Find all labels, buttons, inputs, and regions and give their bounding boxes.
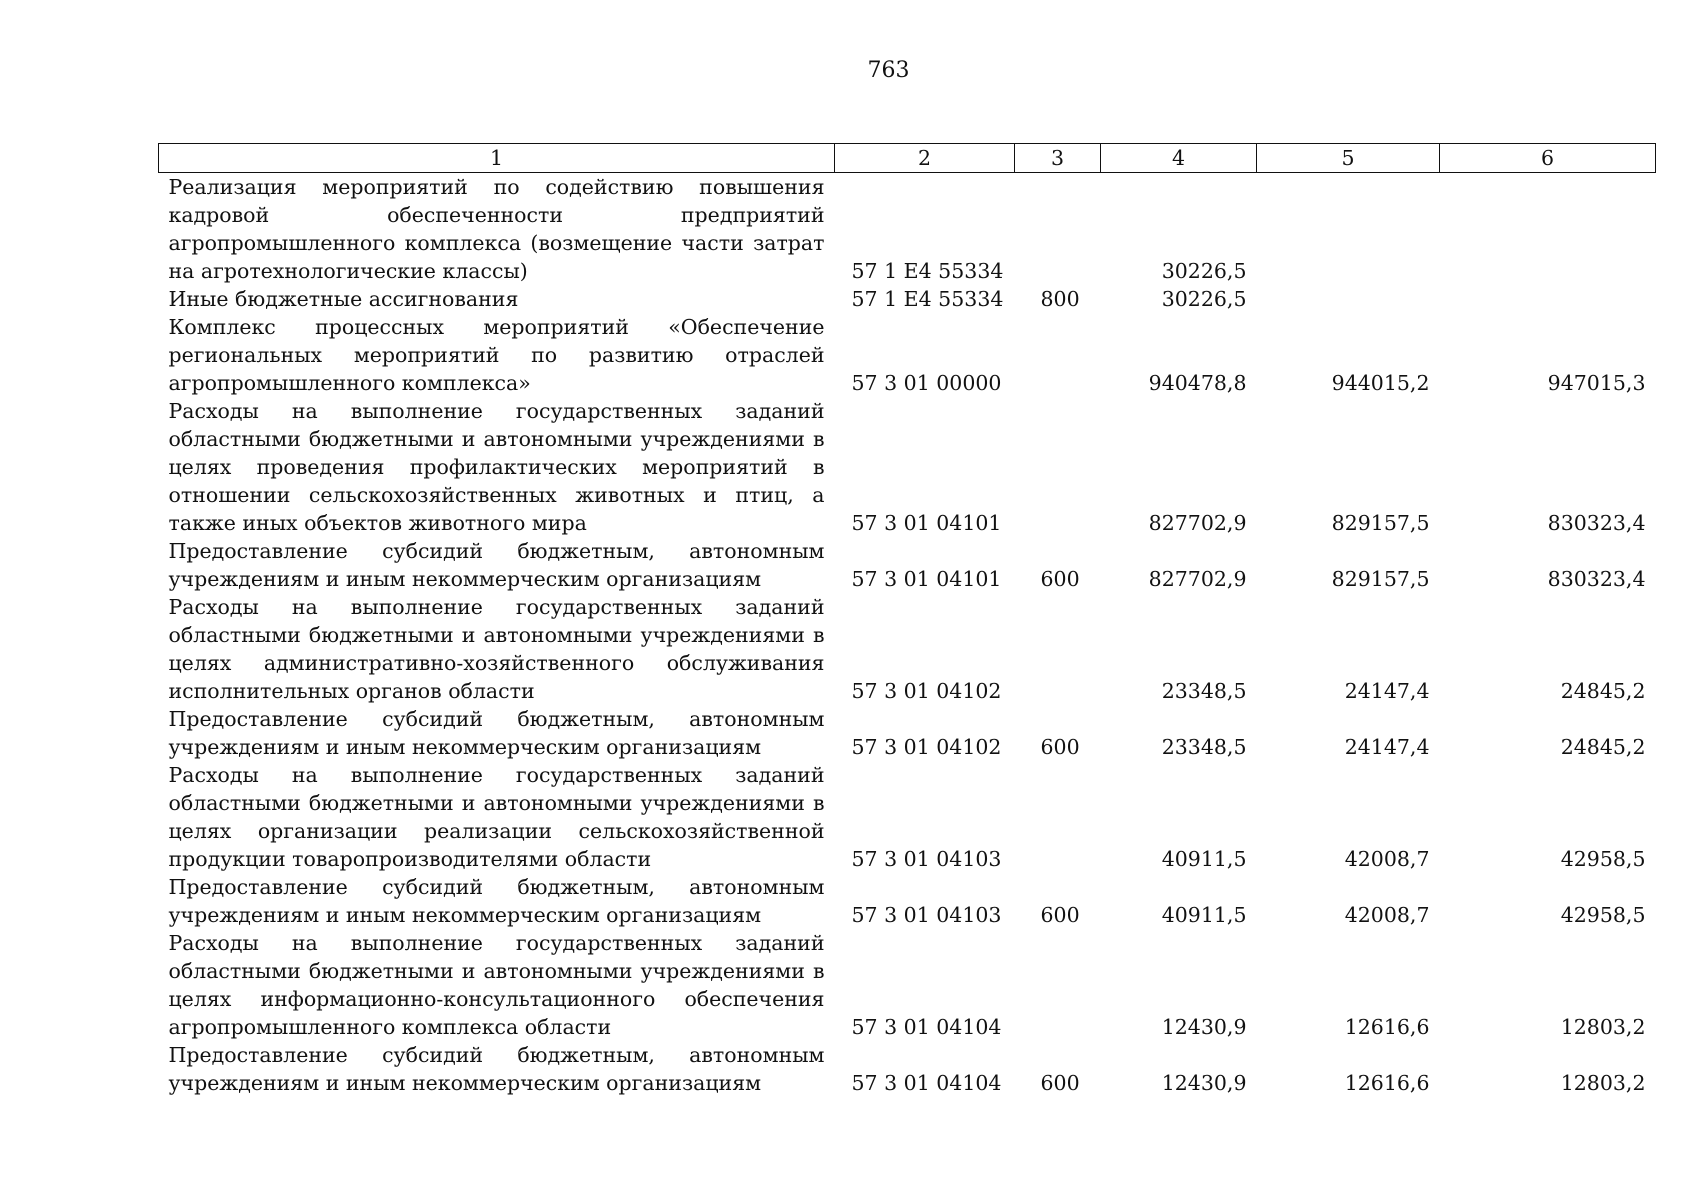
column-header-5: 5 <box>1257 144 1440 173</box>
amount-year-3: 24845,2 <box>1560 735 1646 759</box>
expense-type <box>1015 397 1101 537</box>
amount-year-1: 12430,9 <box>1161 1071 1247 1095</box>
expense-type <box>1015 313 1101 397</box>
column-header-2: 2 <box>835 144 1015 173</box>
target-code: 57 3 01 04101 <box>851 567 1002 591</box>
amount-year-1: 40911,5 <box>1161 847 1247 871</box>
item-name: Предоставление субсидий бюджетным, автономным учреждениям и иным некоммерческим организациям <box>168 875 825 927</box>
amount-year-1: 30226,5 <box>1161 287 1247 311</box>
expense-type: 600 <box>1040 1071 1080 1095</box>
table-row <box>159 1041 1656 1097</box>
table-body <box>159 173 1656 1098</box>
target-code: 57 3 01 04101 <box>851 511 1002 535</box>
amount-year-1: 23348,5 <box>1161 679 1247 703</box>
item-name: Расходы на выполнение государственных заданий областными бюджетными и автономными учреждениями в целях организации реализации сельскохозяйственной продукции товаропроизводителями области <box>168 763 825 871</box>
target-code: 57 3 01 04102 <box>851 735 1002 759</box>
target-code: 57 3 01 04103 <box>851 903 1002 927</box>
column-header-3: 3 <box>1015 144 1101 173</box>
target-code: 57 3 01 04103 <box>851 847 1002 871</box>
amount-year-2 <box>1257 173 1440 286</box>
table-header <box>159 144 1656 173</box>
table-row <box>159 761 1656 873</box>
amount-year-1: 827702,9 <box>1148 511 1247 535</box>
amount-year-2 <box>1257 285 1440 313</box>
table-row <box>159 313 1656 397</box>
column-header-6: 6 <box>1440 144 1656 173</box>
expense-type <box>1015 929 1101 1041</box>
amount-year-2: 829157,5 <box>1331 511 1430 535</box>
amount-year-1: 30226,5 <box>1161 259 1247 283</box>
item-name: Расходы на выполнение государственных заданий областными бюджетными и автономными учреждениями в целях проведения профилактических мероприятий в отношении сельскохозяйственных животных и птиц, а также иных объектов животного мира <box>168 399 825 535</box>
amount-year-1: 23348,5 <box>1161 735 1247 759</box>
item-name: Предоставление субсидий бюджетным, автономным учреждениям и иным некоммерческим организациям <box>168 1043 825 1095</box>
amount-year-3: 947015,3 <box>1547 371 1646 395</box>
header-row <box>159 144 1656 173</box>
target-code: 57 1 E4 55334 <box>851 287 1004 311</box>
amount-year-3: 830323,4 <box>1547 511 1646 535</box>
table-row <box>159 285 1656 313</box>
item-name: Комплекс процессных мероприятий «Обеспечение региональных мероприятий по развитию отраслей агропромышленного комплекса» <box>168 315 825 395</box>
amount-year-1: 940478,8 <box>1148 371 1247 395</box>
item-name: Реализация мероприятий по содействию повышения кадровой обеспеченности предприятий агропромышленного комплекса (возмещение части затрат на агротехнологические классы) <box>168 175 825 283</box>
table-row <box>159 593 1656 705</box>
expense-type: 600 <box>1040 567 1080 591</box>
expense-type: 600 <box>1040 735 1080 759</box>
table-row <box>159 173 1656 286</box>
amount-year-1: 40911,5 <box>1161 903 1247 927</box>
amount-year-1: 827702,9 <box>1148 567 1247 591</box>
column-header-1: 1 <box>159 144 835 173</box>
table-row <box>159 929 1656 1041</box>
amount-year-2: 12616,6 <box>1344 1071 1430 1095</box>
amount-year-2: 24147,4 <box>1344 735 1430 759</box>
amount-year-3 <box>1440 285 1656 313</box>
table-row <box>159 397 1656 537</box>
table-row <box>159 537 1656 593</box>
item-name: Расходы на выполнение государственных заданий областными бюджетными и автономными учреждениями в целях административно-хозяйственного обслуживания исполнительных органов области <box>168 595 825 703</box>
amount-year-3 <box>1440 173 1656 286</box>
table-row <box>159 705 1656 761</box>
target-code: 57 3 01 04104 <box>851 1015 1002 1039</box>
expense-type <box>1015 593 1101 705</box>
amount-year-2: 12616,6 <box>1344 1015 1430 1039</box>
amount-year-3: 12803,2 <box>1560 1015 1646 1039</box>
amount-year-2: 24147,4 <box>1344 679 1430 703</box>
amount-year-2: 944015,2 <box>1331 371 1430 395</box>
item-name: Предоставление субсидий бюджетным, автономным учреждениям и иным некоммерческим организациям <box>168 707 825 759</box>
target-code: 57 1 E4 55334 <box>851 259 1004 283</box>
amount-year-3: 830323,4 <box>1547 567 1646 591</box>
target-code: 57 3 01 00000 <box>851 371 1002 395</box>
page-number: 763 <box>867 58 910 83</box>
expense-type: 800 <box>1040 287 1080 311</box>
amount-year-3: 42958,5 <box>1560 847 1646 871</box>
target-code: 57 3 01 04102 <box>851 679 1002 703</box>
amount-year-3: 24845,2 <box>1560 679 1646 703</box>
amount-year-2: 42008,7 <box>1344 847 1430 871</box>
amount-year-2: 829157,5 <box>1331 567 1430 591</box>
item-name: Расходы на выполнение государственных заданий областными бюджетными и автономными учреждениями в целях информационно-консультационного обеспечения агропромышленного комплекса области <box>168 931 825 1039</box>
amount-year-2: 42008,7 <box>1344 903 1430 927</box>
target-code: 57 3 01 04104 <box>851 1071 1002 1095</box>
expense-type: 600 <box>1040 903 1080 927</box>
column-header-4: 4 <box>1101 144 1257 173</box>
amount-year-1: 12430,9 <box>1161 1015 1247 1039</box>
item-name: Иные бюджетные ассигнования <box>168 287 519 311</box>
expense-type <box>1015 761 1101 873</box>
table-row <box>159 873 1656 929</box>
amount-year-3: 42958,5 <box>1560 903 1646 927</box>
expense-type <box>1015 173 1101 286</box>
amount-year-3: 12803,2 <box>1560 1071 1646 1095</box>
budget-table <box>158 143 1656 1097</box>
item-name: Предоставление субсидий бюджетным, автономным учреждениям и иным некоммерческим организациям <box>168 539 825 591</box>
